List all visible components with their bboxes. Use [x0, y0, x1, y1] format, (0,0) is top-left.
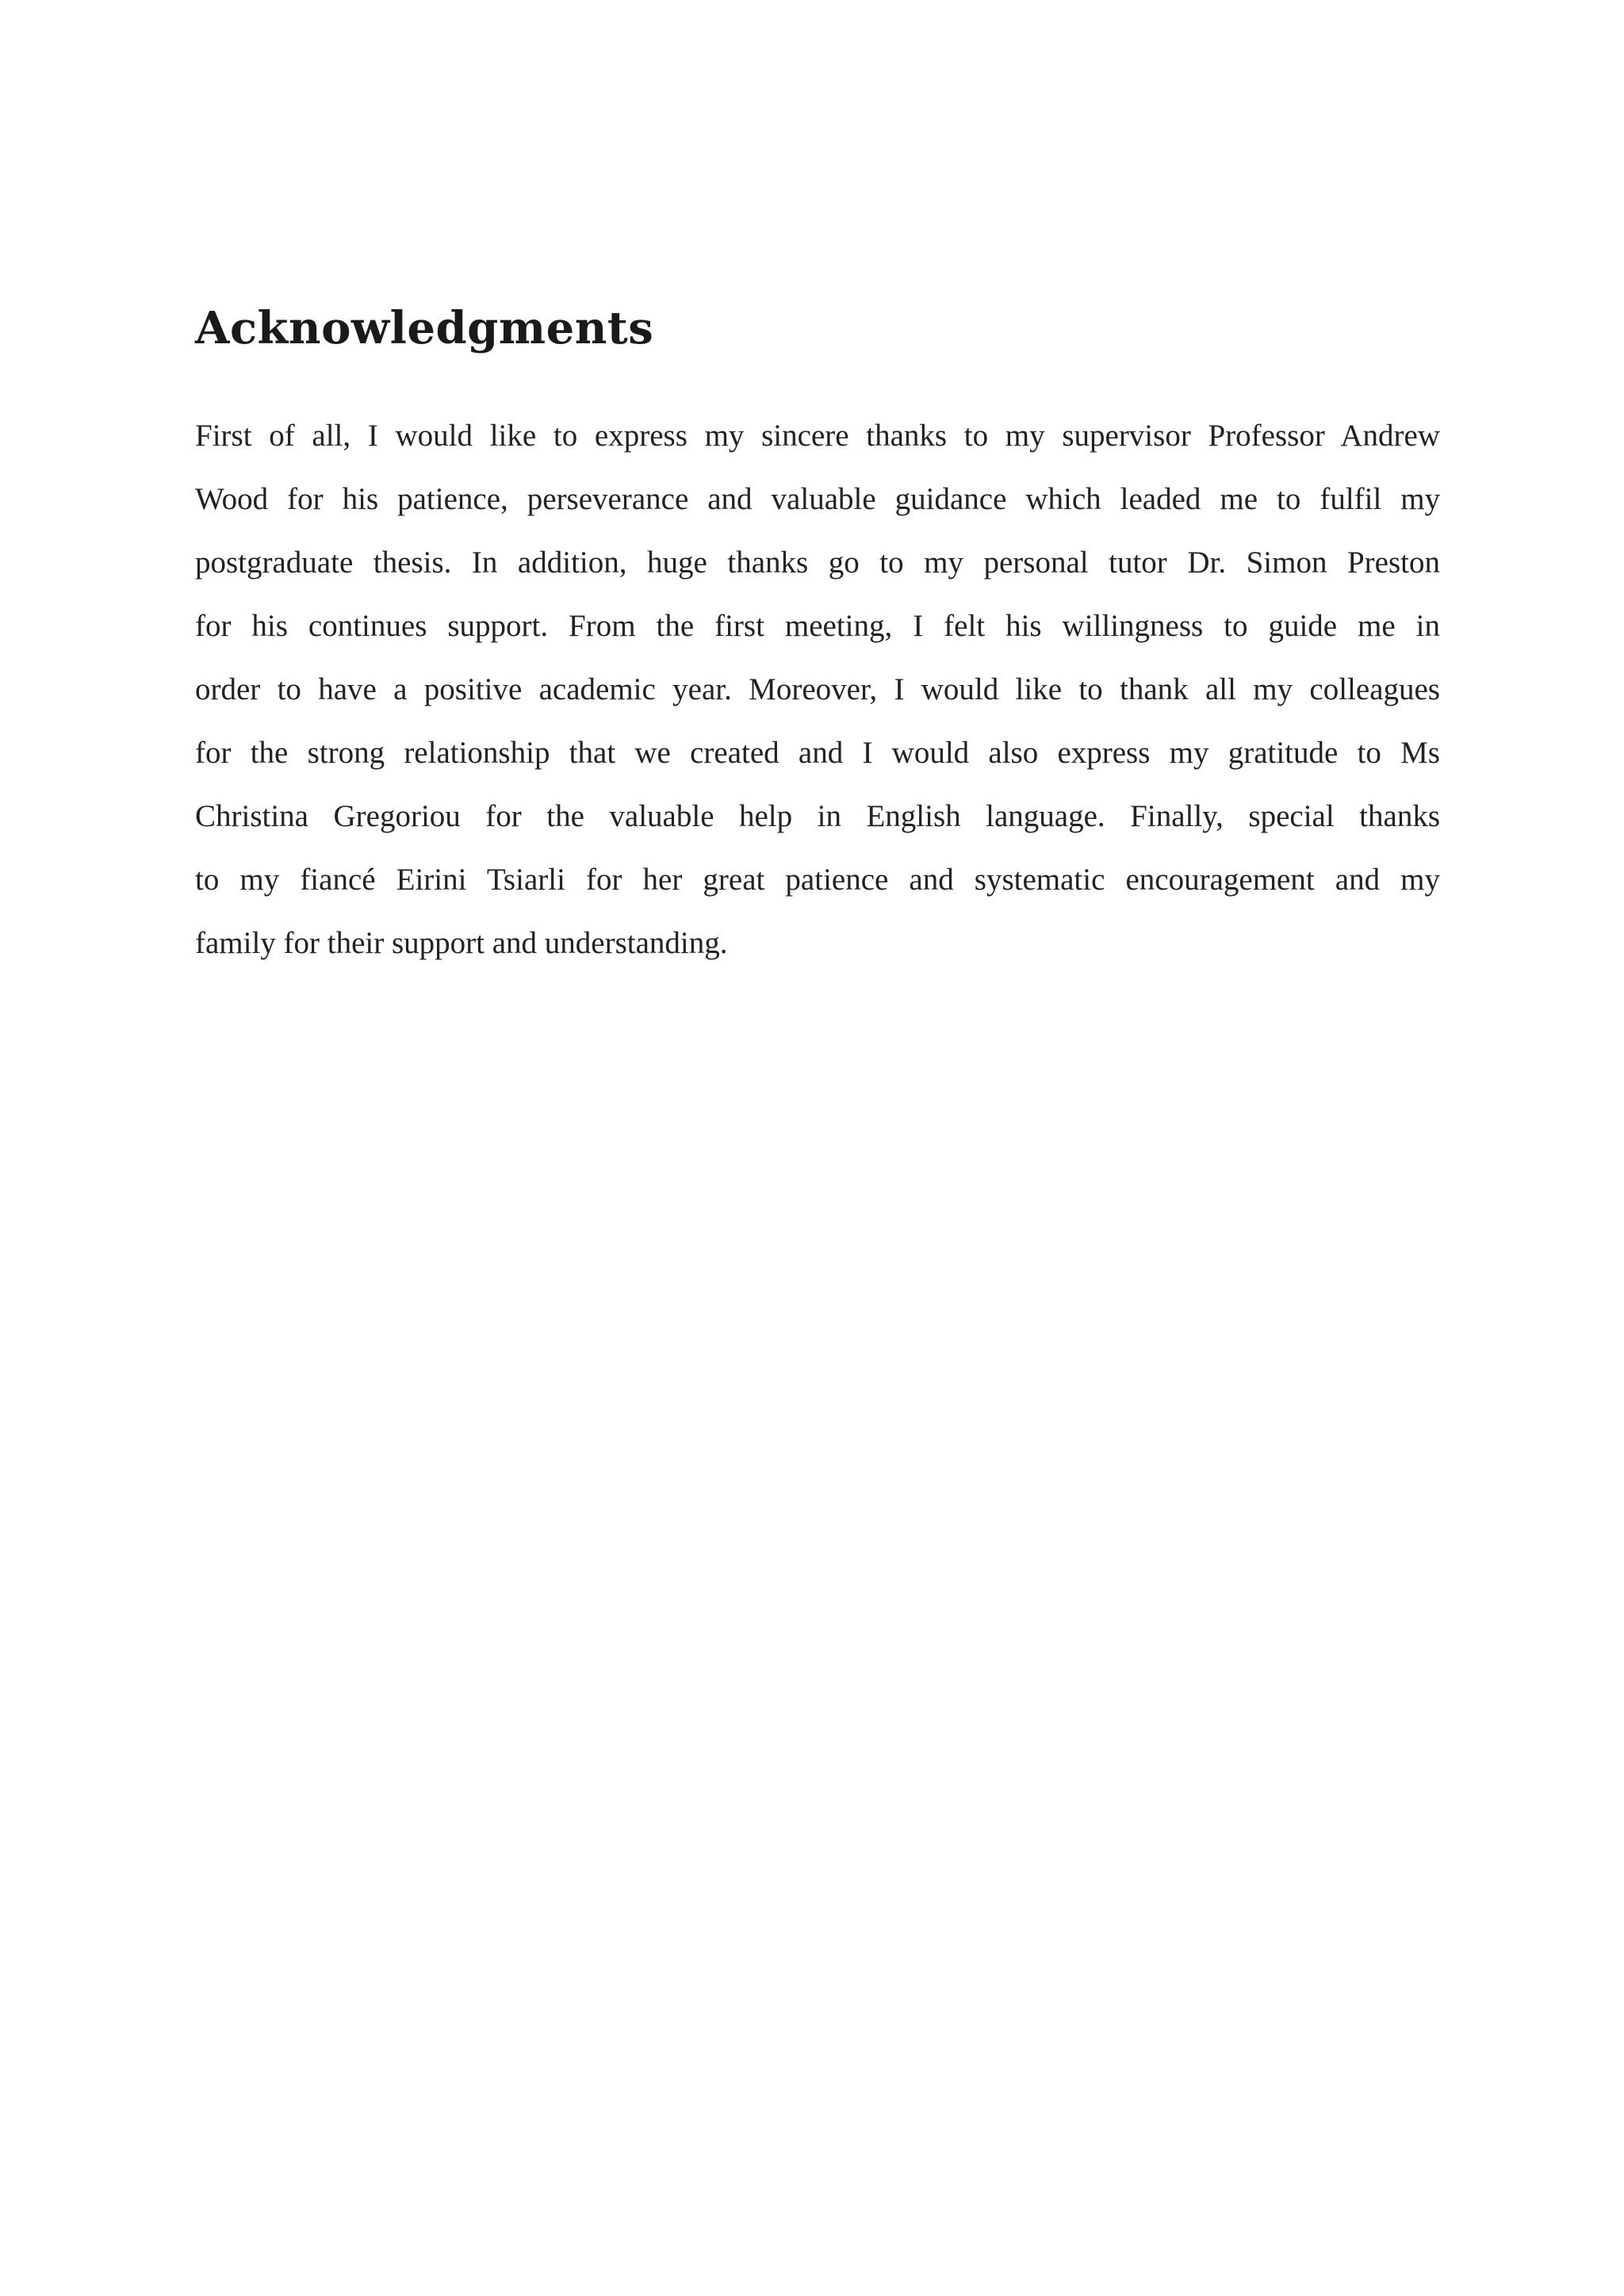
paragraph-line: family for their support and understanding.: [195, 926, 728, 960]
paragraph-line: postgraduate thesis. In addition, huge thanks go to my personal tutor Dr. Simon Preston: [195, 545, 1440, 580]
acknowledgments-paragraph: [195, 404, 1440, 975]
paragraph-line: to my fiancé Eirini Tsiarli for her great patience and systematic encouragement and my: [195, 863, 1440, 897]
paragraph-line: Wood for his patience, perseverance and valuable guidance which leaded me to fulfil my: [195, 482, 1441, 516]
paragraph-line: order to have a positive academic year. Moreover, I would like to thank all my colleagues: [195, 672, 1440, 706]
paragraph-line: for the strong relationship that we created and I would also express my gratitude to Ms: [195, 736, 1440, 770]
paragraph-line: Christina Gregoriou for the valuable help in English language. Finally, special thanks: [195, 799, 1440, 833]
page-title: Acknowledgments: [195, 302, 654, 354]
paragraph-line: for his continues support. From the first meeting, I felt his willingness to guide me in: [195, 609, 1440, 643]
paragraph-line: First of all, I would like to express my sincere thanks to my supervisor Professor Andrew: [195, 419, 1440, 453]
